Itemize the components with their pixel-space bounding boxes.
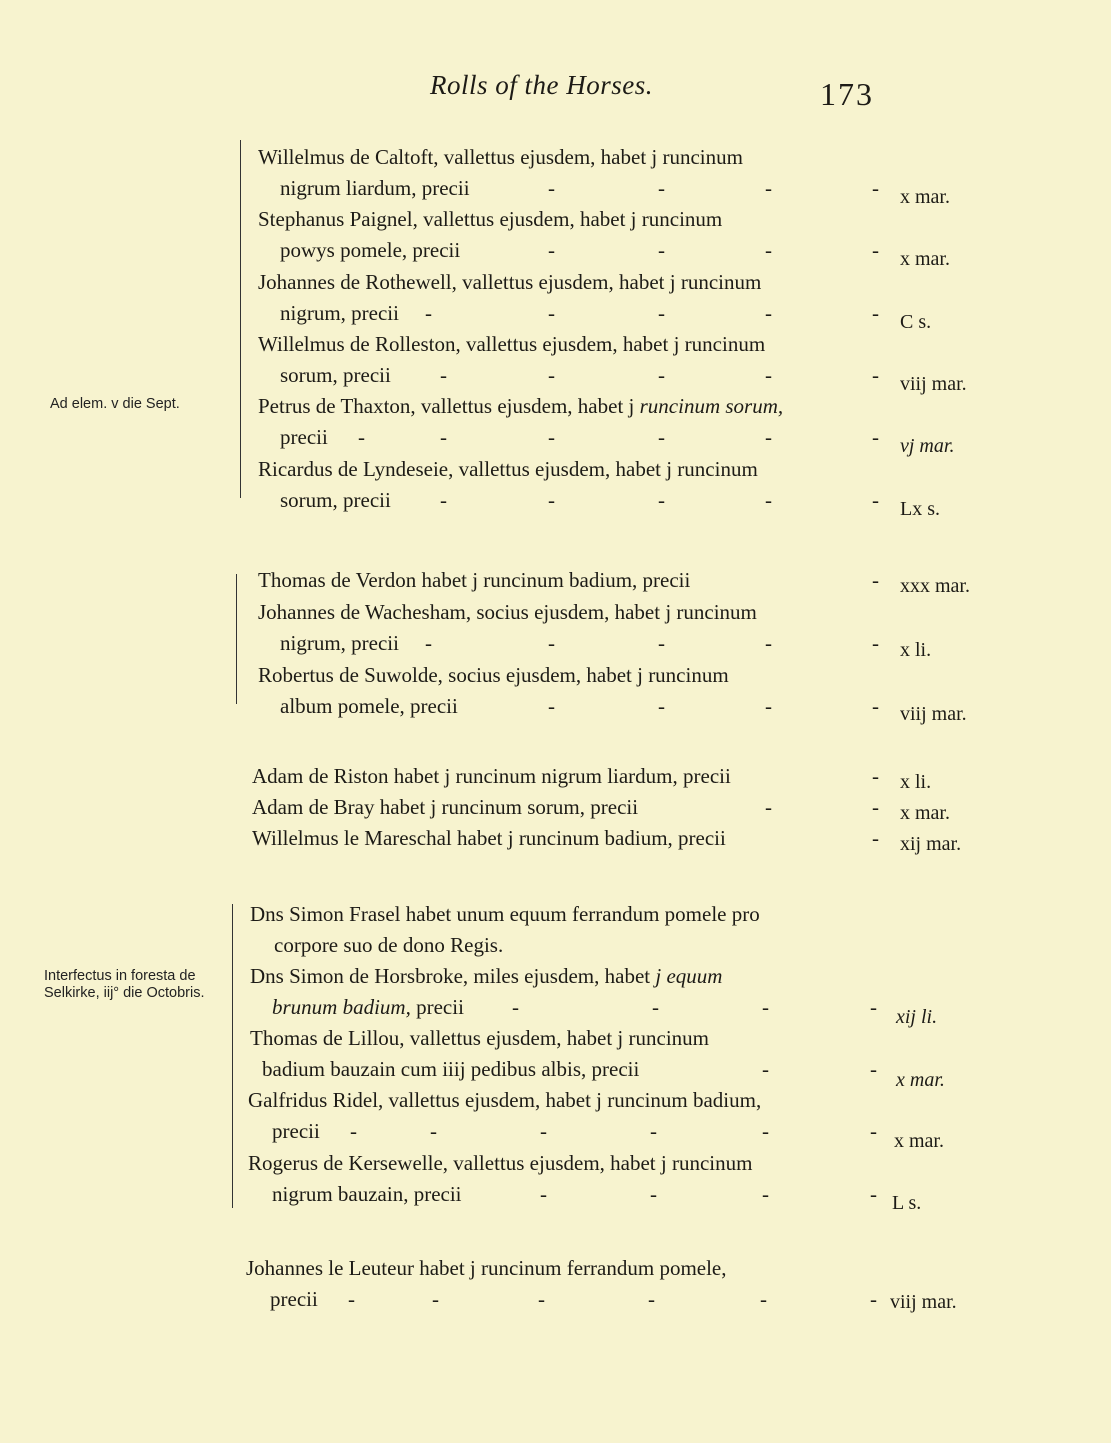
entry-line — [0, 268, 1000, 300]
leader-dash: - — [872, 568, 879, 592]
entry-amount: xij li. — [896, 1006, 938, 1028]
leader-dash: - — [872, 176, 879, 200]
leader-dash: - — [765, 176, 772, 200]
leader-dash: - — [440, 363, 447, 387]
entry-text: precii — [416, 995, 464, 1019]
entry-text: Willelmus de Rolleston, vallettus ejusdem, habet j runcinum — [258, 332, 766, 356]
entry-text: nigrum bauzain, precii — [272, 1182, 462, 1206]
entry-line — [0, 423, 1000, 455]
entry-text: Johannes de Rothewell, vallettus ejusdem, habet j runcinum — [258, 270, 762, 294]
entry-text: Galfridus Ridel, vallettus ejusdem, habet j runcinum badium, — [248, 1088, 762, 1112]
entry-text: Dns Simon de Horsbroke, miles ejusdem, habet — [250, 964, 651, 988]
entry-line — [0, 1055, 1000, 1091]
entry-line — [0, 299, 1000, 331]
leader-dash: - — [430, 1119, 437, 1143]
entry-line — [0, 486, 1000, 518]
leader-dash: - — [765, 488, 772, 512]
leader-dash: - — [425, 631, 432, 655]
leader-dash: - — [872, 488, 879, 512]
entry-line — [0, 824, 1000, 856]
leader-dash: - — [440, 425, 447, 449]
entry-amount: x li. — [900, 639, 932, 661]
leader-dash: - — [870, 995, 877, 1019]
entry-line — [0, 174, 1000, 206]
entry-text: sorum, precii — [280, 363, 391, 387]
entry-text: precii — [270, 1287, 318, 1311]
leader-dash: - — [548, 425, 555, 449]
leader-dash: - — [548, 238, 555, 262]
entry-text: Adam de Riston habet j runcinum nigrum liardum, precii — [252, 764, 731, 788]
leader-dash: - — [538, 1287, 545, 1311]
leader-dash: - — [870, 1057, 877, 1081]
entry-line — [0, 236, 1000, 268]
page-number: 173 — [820, 76, 874, 112]
entry-text: Willelmus le Mareschal habet j runcinum badium, precii — [252, 826, 726, 850]
entry-text: Willelmus de Caltoft, vallettus ejusdem, habet j runcinum — [258, 145, 743, 169]
leader-dash: - — [648, 1287, 655, 1311]
leader-dash: - — [765, 301, 772, 325]
entry-line — [0, 692, 1000, 724]
entry-line — [0, 1180, 1000, 1212]
entry-text: Thomas de Verdon habet j runcinum badium, precii — [258, 568, 691, 592]
leader-dash: - — [548, 488, 555, 512]
entry-text: Dns Simon Frasel habet unum equum ferrandum pomele pro — [250, 902, 760, 926]
leader-dash: - — [872, 301, 879, 325]
leader-dash: - — [350, 1119, 357, 1143]
leader-dash: - — [870, 1182, 877, 1206]
margin-note-1: Ad elem. v die Sept. — [50, 396, 180, 412]
leader-dash: - — [872, 425, 879, 449]
entry-line — [0, 629, 1000, 661]
leader-dash: - — [765, 631, 772, 655]
entry-line — [0, 566, 1000, 598]
leader-dash: - — [872, 764, 879, 788]
entry-text: sorum, precii — [280, 488, 391, 512]
entry-text: corpore suo de dono Regis. — [274, 933, 504, 957]
entry-text: Ricardus de Lyndeseie, vallettus ejusdem, habet j runcinum — [258, 457, 758, 481]
entry-text: powys pomele, precii — [280, 238, 461, 262]
entry-amount: x mar. — [900, 802, 950, 824]
leader-dash: - — [425, 301, 432, 325]
entry-line — [0, 392, 1000, 424]
entry-text: album pomele, precii — [280, 694, 458, 718]
leader-dash: - — [650, 1119, 657, 1143]
leader-dash: - — [540, 1119, 547, 1143]
entry-amount: x mar. — [900, 248, 950, 270]
entry-amount: x mar. — [894, 1130, 944, 1152]
entry-amount: L s. — [892, 1192, 922, 1214]
entry-amount: xij mar. — [900, 833, 962, 855]
entry-line — [0, 1254, 1000, 1286]
running-title: Rolls of the Horses. — [430, 70, 653, 100]
leader-dash: - — [548, 176, 555, 200]
entry-amount: xxx mar. — [900, 575, 970, 597]
leader-dash: - — [658, 631, 665, 655]
leader-dash: - — [540, 1182, 547, 1206]
leader-dash: - — [658, 176, 665, 200]
leader-dash: - — [658, 301, 665, 325]
entry-amount: vj mar. — [900, 435, 955, 457]
leader-dash: - — [650, 1182, 657, 1206]
entry-line — [0, 1024, 1000, 1056]
entry-line — [0, 1117, 1000, 1152]
entry-line — [0, 793, 1000, 825]
entry-line — [0, 455, 1000, 487]
entry-text-italic: runcinum sorum, — [639, 394, 784, 418]
entry-text: badium bauzain cum iiij pedibus albis, precii — [262, 1057, 640, 1081]
entry-text: nigrum, precii — [280, 631, 399, 655]
entry-line — [0, 330, 1000, 362]
leader-dash: - — [760, 1287, 767, 1311]
leader-dash: - — [765, 795, 772, 819]
leader-dash: - — [870, 1287, 877, 1311]
margin-note-2: Interfectus in foresta de Selkirke, iij° die Octobris. — [44, 968, 205, 1001]
entry-line — [0, 993, 1000, 1028]
entry-amount: Lx s. — [900, 498, 940, 520]
entry-text-italic: j equum — [655, 964, 723, 988]
leader-dash: - — [765, 238, 772, 262]
entry-line — [0, 205, 1000, 237]
entry-line — [0, 931, 1000, 963]
entry-line — [0, 962, 1000, 994]
leader-dash: - — [432, 1287, 439, 1311]
leader-dash: - — [765, 363, 772, 387]
leader-dash: - — [872, 363, 879, 387]
entry-line — [0, 900, 1000, 932]
entry-text: nigrum liardum, precii — [280, 176, 470, 200]
leader-dash: - — [652, 995, 659, 1019]
entry-line — [0, 661, 1000, 693]
leader-dash: - — [762, 1182, 769, 1206]
entry-text: Johannes le Leuteur habet j runcinum ferrandum pomele, — [246, 1256, 727, 1280]
entry-amount: x mar. — [896, 1069, 945, 1091]
entry-text: Adam de Bray habet j runcinum sorum, precii — [252, 795, 639, 819]
entry-text-italic: brunum badium, — [272, 995, 411, 1019]
entry-line — [0, 1285, 1000, 1317]
entry-amount: viij mar. — [890, 1291, 957, 1313]
leader-dash: - — [548, 694, 555, 718]
entry-text: precii — [280, 425, 328, 449]
entry-amount: viij mar. — [900, 373, 967, 395]
entry-text: nigrum, precii — [280, 301, 399, 325]
leader-dash: - — [762, 995, 769, 1019]
leader-dash: - — [658, 488, 665, 512]
leader-dash: - — [872, 631, 879, 655]
leader-dash: - — [872, 826, 879, 850]
leader-dash: - — [548, 631, 555, 655]
leader-dash: - — [348, 1287, 355, 1311]
leader-dash: - — [870, 1119, 877, 1143]
leader-dash: - — [548, 301, 555, 325]
leader-dash: - — [872, 238, 879, 262]
leader-dash: - — [762, 1119, 769, 1143]
entry-line — [0, 361, 1000, 393]
entry-text: Johannes de Wachesham, socius ejusdem, habet j runcinum — [258, 600, 757, 624]
leader-dash: - — [548, 363, 555, 387]
leader-dash: - — [658, 425, 665, 449]
entry-line — [0, 143, 1000, 175]
leader-dash: - — [872, 795, 879, 819]
entry-text: Petrus de Thaxton, vallettus ejusdem, habet j — [258, 394, 635, 418]
entry-line — [0, 1149, 1000, 1181]
leader-dash: - — [658, 238, 665, 262]
leader-dash: - — [658, 694, 665, 718]
leader-dash: - — [358, 425, 365, 449]
leader-dash: - — [762, 1057, 769, 1081]
entry-amount: x li. — [900, 771, 932, 793]
entry-amount: C s. — [900, 311, 932, 333]
entry-amount: x mar. — [900, 186, 950, 208]
entry-text: Thomas de Lillou, vallettus ejusdem, habet j runcinum — [250, 1026, 709, 1050]
entry-line — [0, 762, 1000, 794]
entry-line — [0, 1086, 1000, 1118]
entry-text: Stephanus Paignel, vallettus ejusdem, habet j runcinum — [258, 207, 723, 231]
leader-dash: - — [512, 995, 519, 1019]
entry-text: precii — [272, 1119, 320, 1143]
leader-dash: - — [765, 694, 772, 718]
entry-text: Robertus de Suwolde, socius ejusdem, habet j runcinum — [258, 663, 729, 687]
entry-text: Rogerus de Kersewelle, vallettus ejusdem, habet j runcinum — [248, 1151, 753, 1175]
leader-dash: - — [658, 363, 665, 387]
leader-dash: - — [765, 425, 772, 449]
entry-line — [0, 598, 1000, 630]
leader-dash: - — [440, 488, 447, 512]
entry-amount: viij mar. — [900, 703, 967, 725]
leader-dash: - — [872, 694, 879, 718]
